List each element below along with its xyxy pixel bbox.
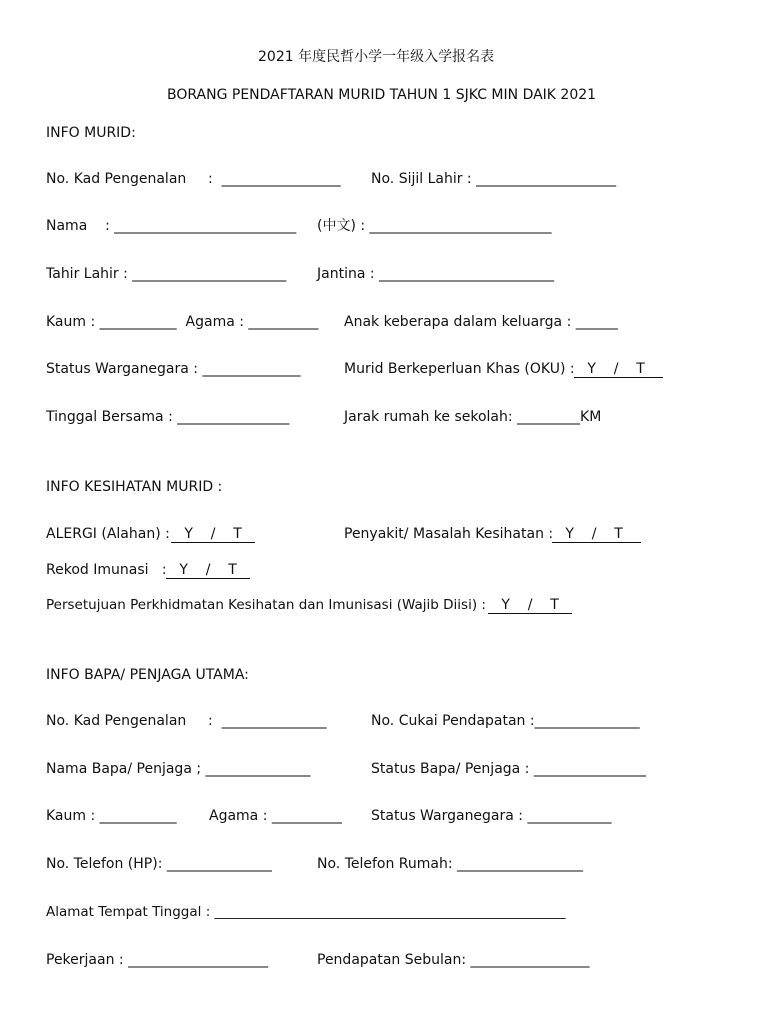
murid-sijil-field[interactable]: No. Sijil Lahir : ____________________: [371, 171, 617, 187]
murid-tinggal-field[interactable]: Tinggal Bersama : ________________: [46, 409, 290, 425]
murid-kad-label: No. Kad Pengenalan: [46, 171, 187, 187]
title-malay: BORANG PENDAFTARAN MURID TAHUN 1 SJKC MIN DAIK 2021: [167, 87, 597, 103]
murid-kaum-agama-field[interactable]: Kaum : ___________ Agama : __________: [46, 314, 319, 330]
murid-tarikh-lahir-field[interactable]: Tahir Lahir : ______________________: [46, 266, 287, 282]
bapa-nama-field[interactable]: Nama Bapa/ Penjaga ; _______________: [46, 761, 311, 777]
murid-kad-field[interactable]: : _________________: [208, 171, 341, 187]
section-info-kesihatan: INFO KESIHATAN MURID :: [46, 479, 223, 495]
bapa-pekerjaan-field[interactable]: Pekerjaan : ____________________: [46, 952, 269, 968]
alergi-choice[interactable]: Y / T: [171, 526, 256, 542]
bapa-pendapatan-field[interactable]: Pendapatan Sebulan: _________________: [317, 952, 590, 968]
bapa-status-field[interactable]: Status Bapa/ Penjaga : ________________: [371, 761, 646, 777]
bapa-alamat-field[interactable]: Alamat Tempat Tinggal : ____________________________________________________: [46, 904, 566, 920]
penyakit-label: Penyakit/ Masalah Kesihatan :: [344, 526, 554, 542]
murid-nama-cina-field[interactable]: (中文) : __________________________: [317, 218, 552, 234]
bapa-warganegara-field[interactable]: Status Warganegara : ____________: [371, 808, 612, 824]
bapa-agama-field[interactable]: Agama : __________: [209, 808, 342, 824]
penyakit-choice[interactable]: Y / T: [552, 526, 641, 542]
alergi-label: ALERGI (Alahan) :: [46, 526, 170, 542]
murid-jarak-field[interactable]: Jarak rumah ke sekolah: _________KM: [344, 409, 602, 425]
title-chinese: 2021 年度民哲小学一年级入学报名表: [258, 49, 495, 65]
rekod-imunasi-choice[interactable]: Y / T: [166, 562, 251, 578]
bapa-kad-field[interactable]: : _______________: [208, 713, 327, 729]
section-info-bapa: INFO BAPA/ PENJAGA UTAMA:: [46, 667, 249, 683]
murid-jantina-field[interactable]: Jantina : _________________________: [317, 266, 555, 282]
murid-anak-field[interactable]: Anak keberapa dalam keluarga : ______: [344, 314, 618, 330]
bapa-cukai-field[interactable]: No. Cukai Pendapatan :_______________: [371, 713, 640, 729]
murid-warganegara-field[interactable]: Status Warganegara : ______________: [46, 361, 301, 377]
persetujuan-label: Persetujuan Perkhidmatan Kesihatan dan Imunisasi (Wajib Diisi) :: [46, 597, 486, 613]
murid-oku-choice[interactable]: Y / T: [574, 361, 663, 377]
bapa-kaum-field[interactable]: Kaum : ___________: [46, 808, 177, 824]
bapa-kad-label: No. Kad Pengenalan: [46, 713, 187, 729]
rekod-imunasi-label: Rekod Imunasi :: [46, 562, 167, 578]
murid-nama-field[interactable]: Nama : __________________________: [46, 218, 297, 234]
bapa-telefon-hp-field[interactable]: No. Telefon (HP): _______________: [46, 856, 272, 872]
murid-oku-label: Murid Berkeperluan Khas (OKU) :: [344, 361, 575, 377]
section-info-murid: INFO MURID:: [46, 125, 136, 141]
bapa-telefon-rumah-field[interactable]: No. Telefon Rumah: __________________: [317, 856, 584, 872]
persetujuan-choice[interactable]: Y / T: [488, 597, 573, 613]
